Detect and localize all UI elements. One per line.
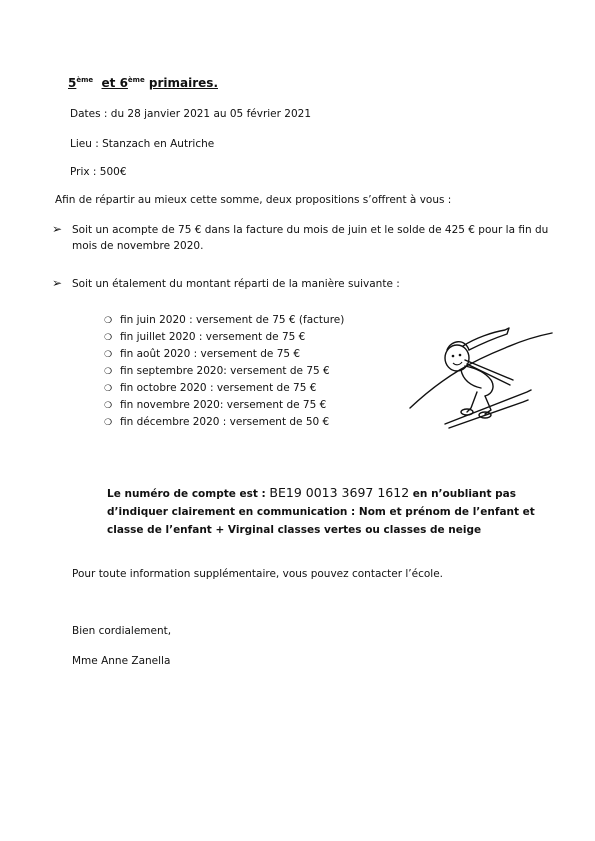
schedule-item-text: fin juin 2020 : versement de 75 € (facture) — [120, 314, 345, 326]
option-1-text: Soit un acompte de 75 € dans la facture du mois de juin et le solde de 425 € pour la fin du mois de novembre 2020. — [72, 224, 549, 252]
account-paragraph — [107, 484, 537, 539]
schedule-item — [104, 397, 344, 414]
heading-grade-6: et 6 — [101, 76, 128, 90]
schedule-item — [104, 329, 344, 346]
schedule-item — [104, 363, 344, 380]
circle-bullet-icon: ❍ — [104, 350, 113, 360]
schedule-item — [104, 414, 344, 431]
option-2-text: Soit un étalement du montant réparti de la manière suivante : — [72, 278, 400, 290]
schedule-item-text: fin août 2020 : versement de 75 € — [120, 348, 301, 360]
schedule-item — [104, 312, 344, 329]
skier-illustration-icon — [405, 320, 555, 435]
lieu-line: Lieu : Stanzach en Autriche — [70, 138, 215, 150]
account-number: BE19 0013 3697 1612 — [269, 485, 410, 500]
heading-sup-2: ème — [127, 76, 145, 84]
arrow-bullet-icon: ➢ — [52, 222, 63, 236]
heading-sup-1: ème — [76, 76, 94, 84]
circle-bullet-icon: ❍ — [104, 316, 113, 326]
payment-schedule — [104, 312, 344, 431]
schedule-item — [104, 346, 344, 363]
arrow-bullet-icon: ➢ — [52, 276, 63, 290]
dates-line: Dates : du 28 janvier 2021 au 05 février 2021 — [70, 108, 312, 120]
schedule-item-text: fin septembre 2020: versement de 75 € — [120, 365, 330, 377]
signature-line: Mme Anne Zanella — [72, 655, 171, 667]
schedule-item-text: fin octobre 2020 : versement de 75 € — [120, 382, 317, 394]
schedule-item-text: fin novembre 2020: versement de 75 € — [120, 399, 327, 411]
circle-bullet-icon: ❍ — [104, 333, 113, 343]
schedule-item — [104, 380, 344, 397]
circle-bullet-icon: ❍ — [104, 367, 113, 377]
contact-line: Pour toute information supplémentaire, vous pouvez contacter l’école. — [72, 568, 444, 580]
heading-primaires: primaires. — [148, 76, 218, 90]
account-prefix: Le numéro de compte est : — [107, 488, 270, 500]
circle-bullet-icon: ❍ — [104, 384, 113, 394]
prix-line: Prix : 500€ — [70, 166, 127, 178]
account-suffix: en n’oubliant pas d’indiquer clairement en communication : Nom et prénom de l’enfant et classe de l’enfant + Virginal classes vertes ou classes de neige — [107, 488, 535, 536]
closing-line: Bien cordialement, — [72, 625, 172, 637]
heading — [68, 76, 218, 90]
schedule-item-text: fin juillet 2020 : versement de 75 € — [120, 331, 306, 343]
circle-bullet-icon: ❍ — [104, 401, 113, 411]
heading-grade-5: 5 — [68, 76, 77, 90]
intro-line: Afin de répartir au mieux cette somme, deux propositions s’offrent à vous : — [55, 194, 452, 206]
circle-bullet-icon: ❍ — [104, 418, 113, 428]
schedule-item-text: fin décembre 2020 : versement de 50 € — [120, 416, 330, 428]
